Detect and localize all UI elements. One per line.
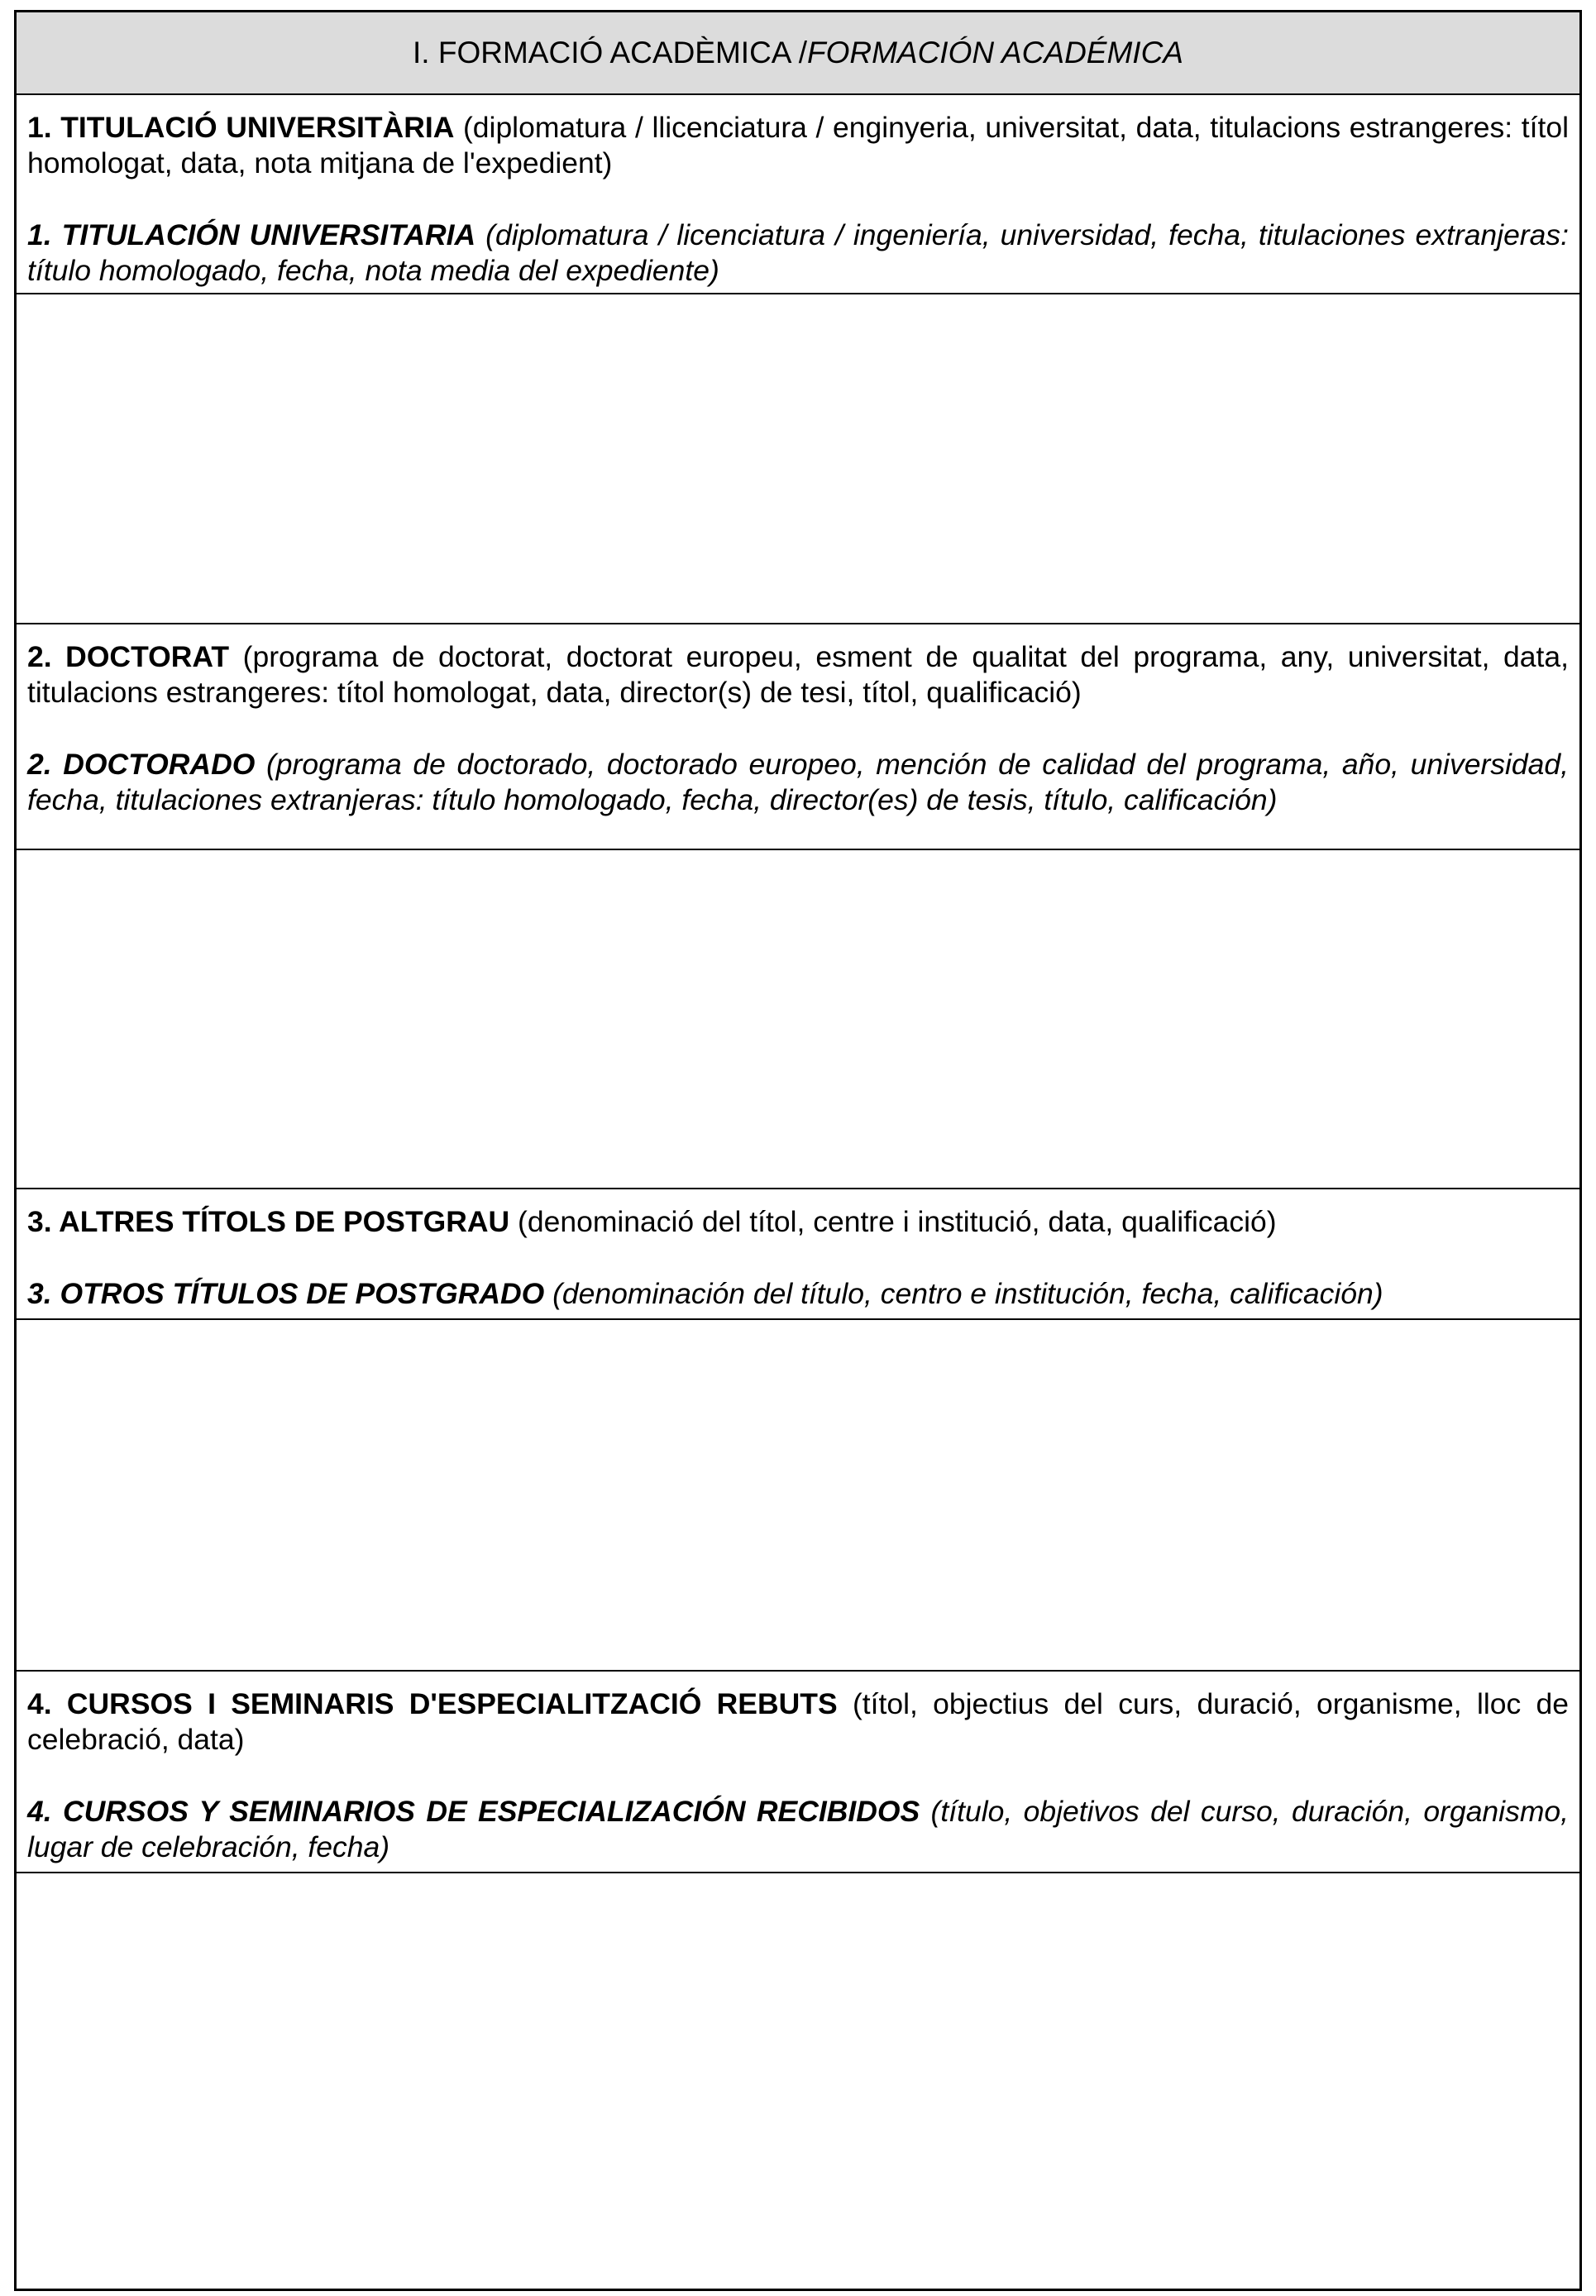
section-4-description-es (27, 1794, 1569, 1865)
section-3-title-ca: 3. ALTRES TÍTOLS DE POSTGRAU (27, 1205, 510, 1238)
section-1-header (17, 95, 1579, 294)
section-3-description-es (27, 1276, 1569, 1312)
section-4-title-ca: 4. CURSOS I SEMINARIS D'ESPECIALITZACIÓ REBUTS (27, 1687, 838, 1720)
academic-training-form (14, 10, 1582, 2291)
section-2-title-ca: 2. DOCTORAT (27, 640, 230, 673)
section-4-title-es: 4. CURSOS Y SEMINARIOS DE ESPECIALIZACIÓN RECIBIDOS (27, 1795, 920, 1828)
section-1-entry-field[interactable] (17, 294, 1579, 624)
section-3-text-es: (denominación del título, centro e institución, fecha, calificación) (544, 1277, 1383, 1310)
section-2-title-es: 2. DOCTORADO (27, 748, 256, 781)
section-1-text-ca: (diplomatura / llicenciatura / enginyeria, universitat, data, titulacions estrangeres: títol homologat, data, nota mitjana de l'expedient) (27, 111, 1569, 179)
section-1-title-ca: 1. TITULACIÓ UNIVERSITÀRIA (27, 111, 455, 144)
section-3-entry-field[interactable] (17, 1320, 1579, 1672)
section-1-description-ca (27, 110, 1569, 181)
section-4-text-es: (título, objetivos del curso, duración, organismo, lugar de celebración, fecha) (27, 1795, 1569, 1863)
section-1-title-es: 1. TITULACIÓN UNIVERSITARIA (27, 218, 476, 251)
section-2-text-ca: (programa de doctorat, doctorat europeu, esment de qualitat del programa, any, universitat, data, titulacions estrangeres: títol homologat, data, director(s) de tesi, títol, qualificació) (27, 640, 1569, 709)
section-4-description-ca (27, 1686, 1569, 1758)
section-2-entry-field[interactable] (17, 850, 1579, 1189)
section-2-text-es: (programa de doctorado, doctorado europeo, mención de calidad del programa, año, universidad, fecha, titulaciones extranjeras: título homologado, fecha, director(es) de tesis, título, calificación) (27, 748, 1569, 816)
form-title-ca: I. FORMACIÓ ACADÈMICA / (413, 36, 807, 69)
section-2-header (17, 624, 1579, 850)
form-title-es: FORMACIÓN ACADÉMICA (806, 36, 1183, 69)
section-3-description-ca (27, 1204, 1569, 1240)
section-3-header (17, 1189, 1579, 1320)
section-2-description-ca (27, 639, 1569, 710)
section-3-title-es: 3. OTROS TÍTULOS DE POSTGRADO (27, 1277, 545, 1310)
section-1-description-es (27, 218, 1569, 289)
section-3-text-ca: (denominació del títol, centre i institució, data, qualificació) (509, 1205, 1277, 1238)
section-4-header (17, 1672, 1579, 1873)
section-1-text-es: (diplomatura / licenciatura / ingeniería, universidad, fecha, titulaciones extranjeras: título homologado, fecha, nota media del expediente) (27, 218, 1569, 287)
section-2-description-es (27, 747, 1569, 818)
form-title (17, 12, 1579, 95)
section-4-text-ca: (títol, objectius del curs, duració, organisme, lloc de celebració, data) (27, 1687, 1569, 1756)
section-4-entry-field[interactable] (17, 1873, 1579, 2289)
